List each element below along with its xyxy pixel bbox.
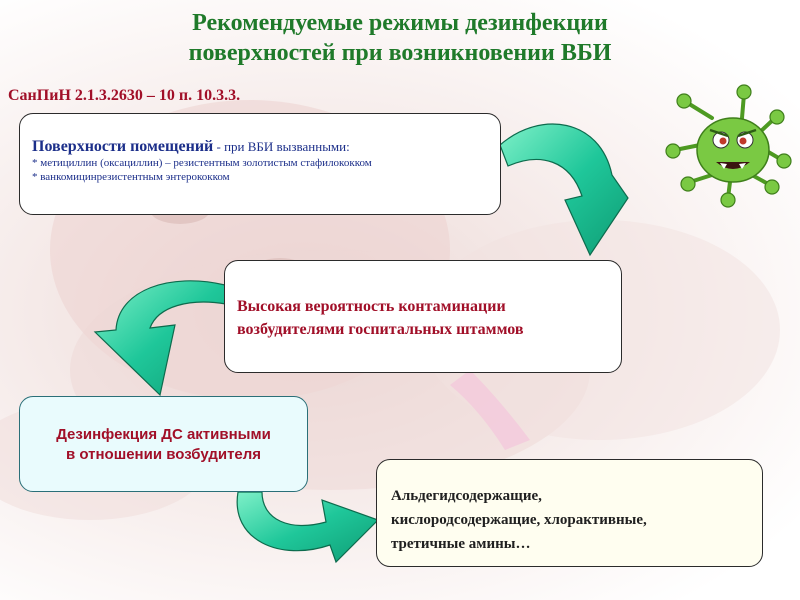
list-item: * метициллин (оксациллин) – резистентным золотистым стафилококком [32, 157, 372, 169]
title-line-2: поверхностей при возникновении ВБИ [188, 40, 612, 66]
agents-line-3: третичные амины… [391, 536, 531, 552]
contamination-line-2: возбудителями госпитальных штаммов [237, 321, 524, 338]
box-agents [376, 459, 763, 567]
microbe-icon [666, 85, 791, 207]
surfaces-heading-suffix: - при ВБИ вызванными: [213, 139, 350, 154]
list-item: * ванкомицинрезистентным энтерококком [32, 171, 230, 183]
disinfection-line-2: в отношении возбудителя [65, 446, 262, 463]
box-contamination [224, 260, 622, 373]
title-line-1: Рекомендуемые режимы дезинфекции [192, 10, 608, 36]
disinfection-line-1: Дезинфекция ДС активными [56, 426, 271, 443]
contamination-line-1: Высокая вероятность контаминации [237, 298, 506, 315]
agents-line-1: Альдегидсодержащие, [391, 488, 542, 504]
box-disinfection [19, 396, 308, 492]
box-surfaces [19, 113, 501, 215]
sanpin-reference: СанПиН 2.1.3.2630 – 10 п. 10.3.3. [8, 87, 241, 104]
agents-line-2: кислородсодержащие, хлорактивные, [391, 512, 647, 528]
curved-arrow-icon [237, 492, 378, 562]
curved-arrow-icon [95, 281, 226, 395]
surfaces-heading: Поверхности помещений [32, 138, 214, 155]
curved-arrow-icon [500, 124, 628, 255]
